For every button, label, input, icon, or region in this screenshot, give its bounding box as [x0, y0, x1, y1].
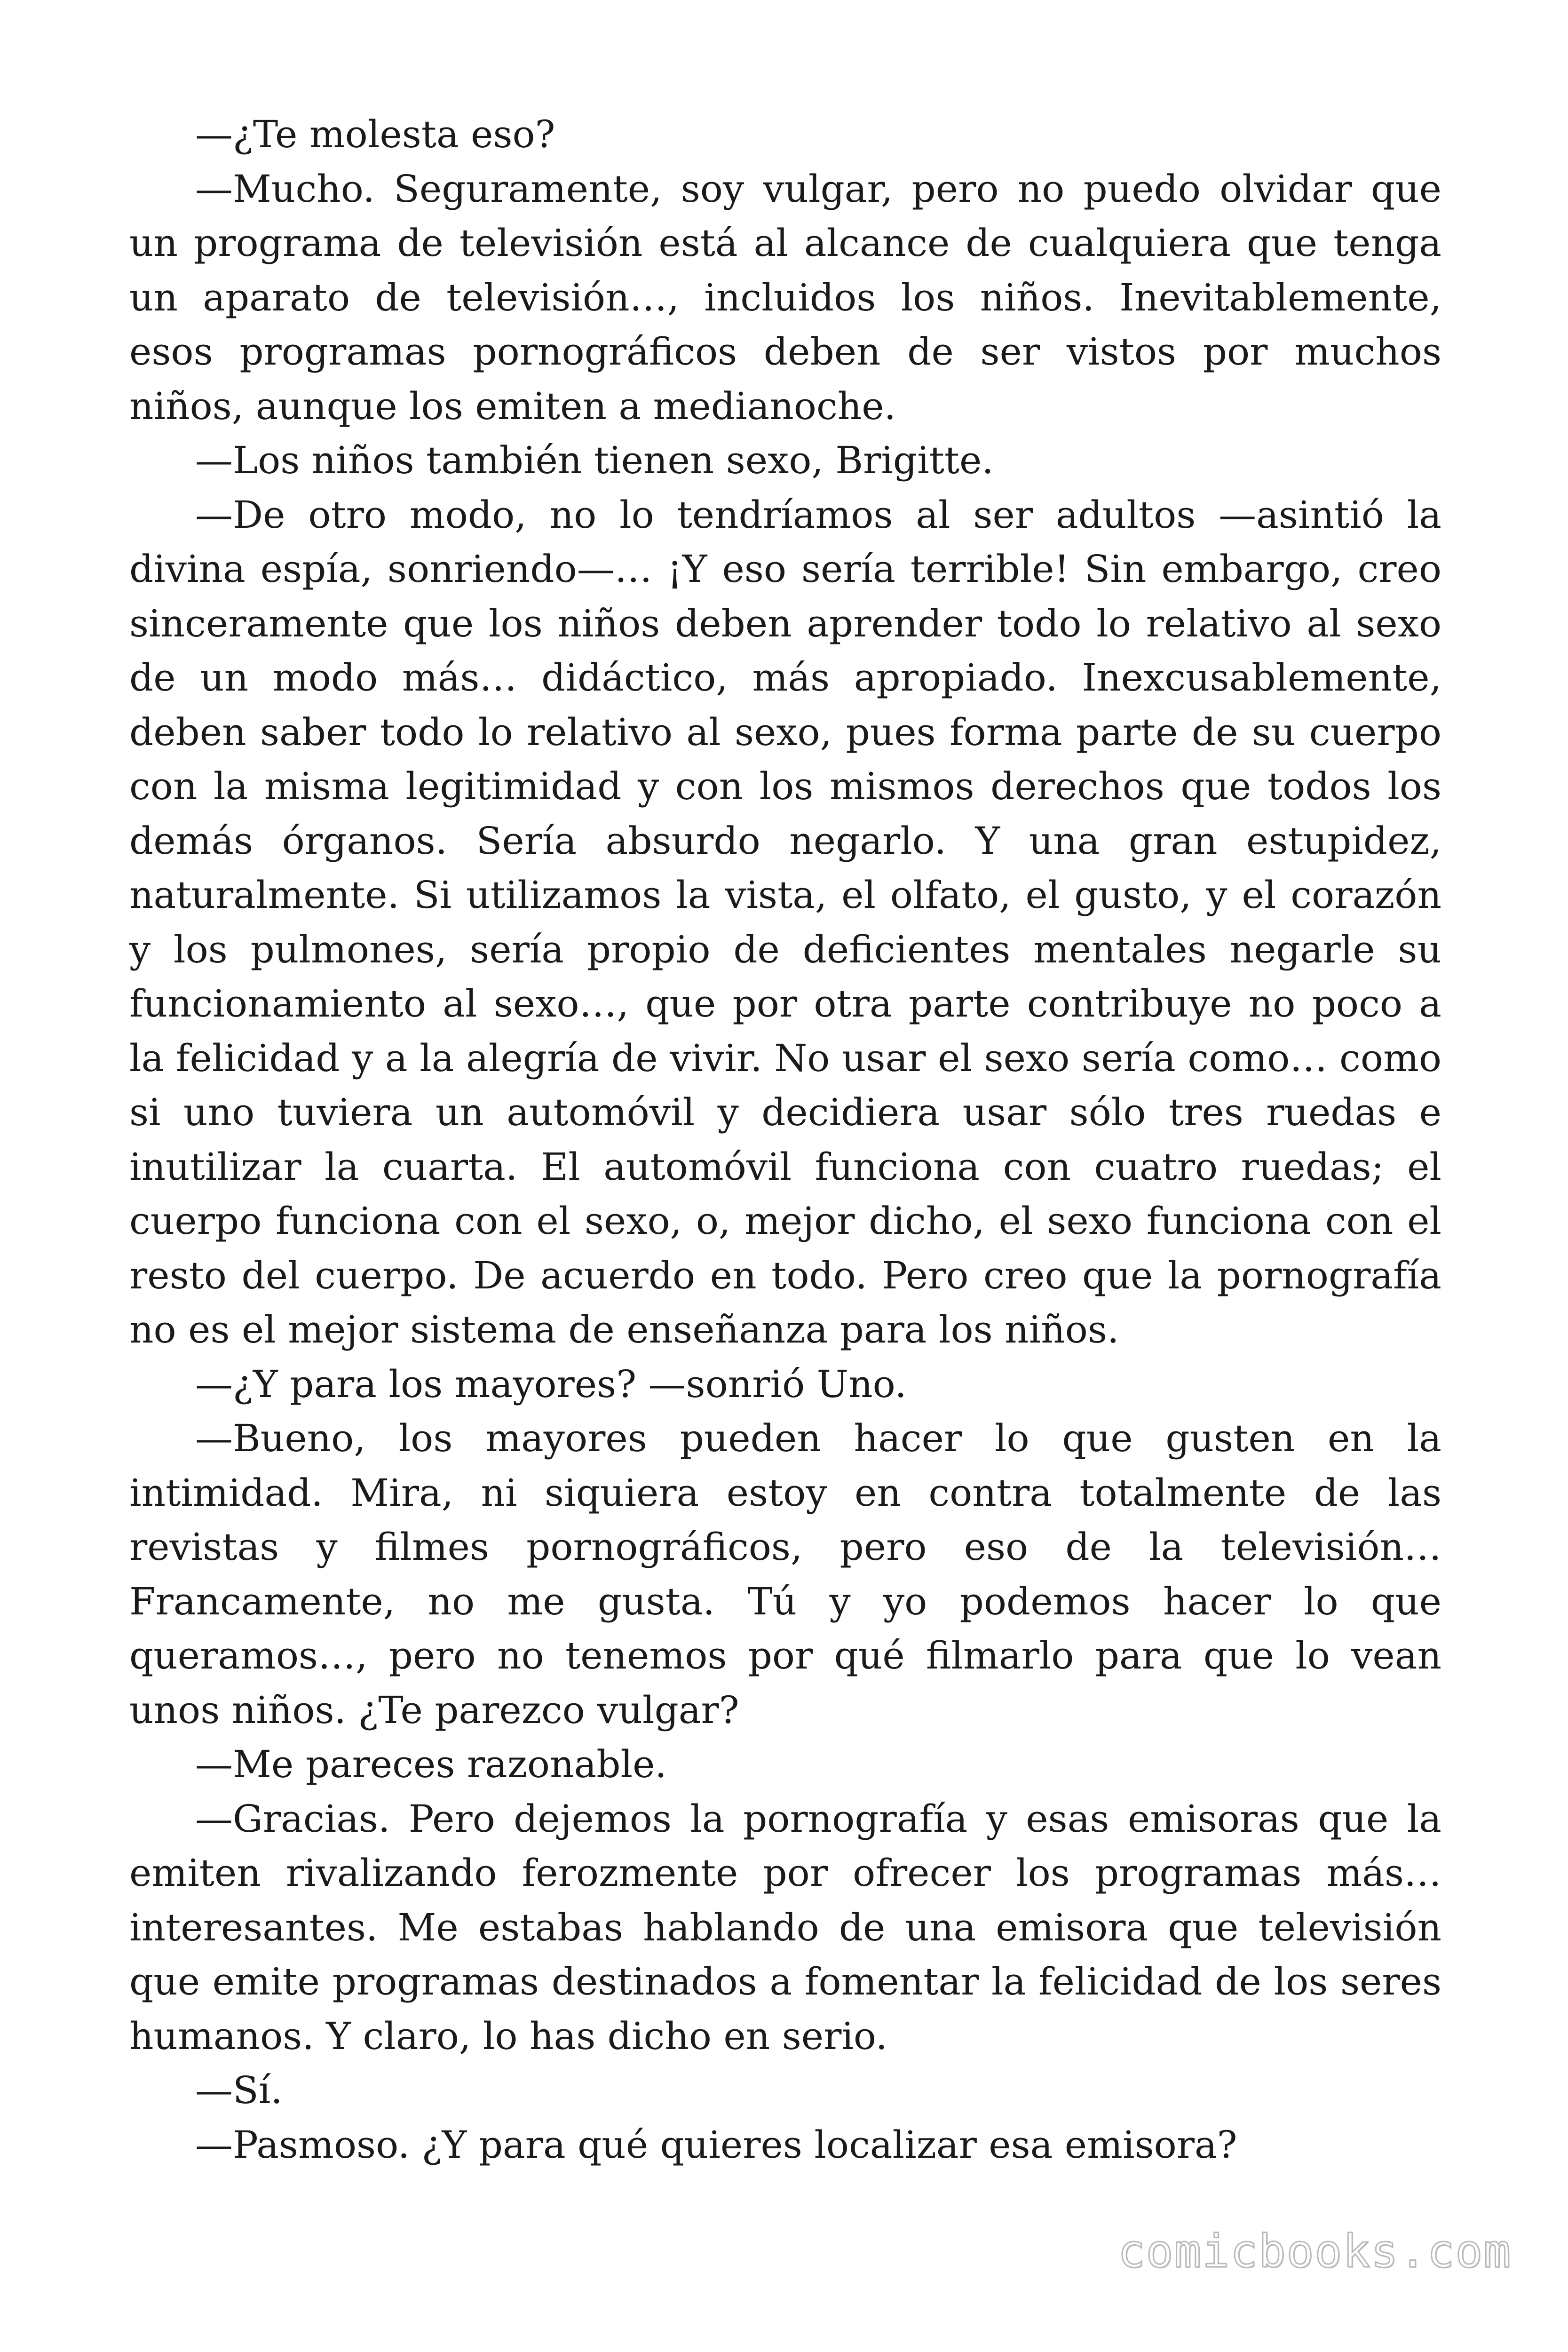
- paragraph: —Gracias. Pero dejemos la pornografía y esas emisoras que la emiten rivalizando ferozmente por ofrecer los programas más… interesantes. Me estabas hablando de una emisora que televisión que emite programas destinados a fomentar la felicidad de los seres humanos. Y claro, lo has dicho en serio.: [129, 1796, 1441, 2058]
- paragraph: —De otro modo, no lo tendríamos al ser adultos —asintió la divina espía, sonriendo—… ¡Y eso sería terrible! Sin embargo, creo sinceramente que los niños deben aprender todo lo relativo al sexo de un modo más… didáctico, más apropiado. Inexcusablemente, deben saber todo lo relativo al sexo, pues forma parte de su cuerpo con la misma legitimidad y con los mismos derechos que todos los demás órganos. Sería absurdo negarlo. Y una gran estupidez, naturalmente. Si utilizamos la vista, el olfato, el gusto, y el corazón y los pulmones, sería propio de deficientes mentales negarle su funcionamiento al sexo…, que por otra parte contribuye no poco a la felicidad y a la alegría de vivir. No usar el sexo sería como… como si uno tuviera un automóvil y decidiera usar sólo tres ruedas e inutilizar la cuarta. El automóvil funciona con cuatro ruedas; el cuerpo funciona con el sexo, o, mejor dicho, el sexo funciona con el resto del cuerpo. De acuerdo en todo. Pero creo que la pornografía no es el mejor sistema de enseñanza para los niños.: [129, 493, 1441, 1351]
- paragraph: —Pasmoso. ¿Y para qué quieres localizar esa emisora?: [195, 2122, 1237, 2167]
- paragraph: —¿Y para los mayores? —sonrió Uno.: [195, 1362, 907, 1406]
- paragraph: —Sí.: [195, 2068, 283, 2112]
- paragraph: —¿Te molesta eso?: [195, 112, 555, 156]
- paragraph: —Me pareces razonable.: [195, 1742, 667, 1786]
- paragraph: —Mucho. Seguramente, soy vulgar, pero no puedo olvidar que un programa de televisión está al alcance de cualquiera que tenga un aparato de televisión…, incluidos los niños. Inevitablemente, esos programas pornográficos deben de ser vistos por muchos niños, aunque los emiten a medianoche.: [129, 167, 1441, 428]
- paragraph: —Los niños también tienen sexo, Brigitte.: [195, 438, 994, 482]
- watermark: comicbooks.com: [1117, 2225, 1512, 2278]
- body-text: [129, 107, 1441, 2172]
- paragraph: —Bueno, los mayores pueden hacer lo que gusten en la intimidad. Mira, ni siquiera estoy en contra totalmente de las revistas y filmes pornográficos, pero eso de la televisión… Francamente, no me gusta. Tú y yo podemos hacer lo que queramos…, pero no tenemos por qué filmarlo para que lo vean unos niños. ¿Te parezco vulgar?: [129, 1416, 1441, 1732]
